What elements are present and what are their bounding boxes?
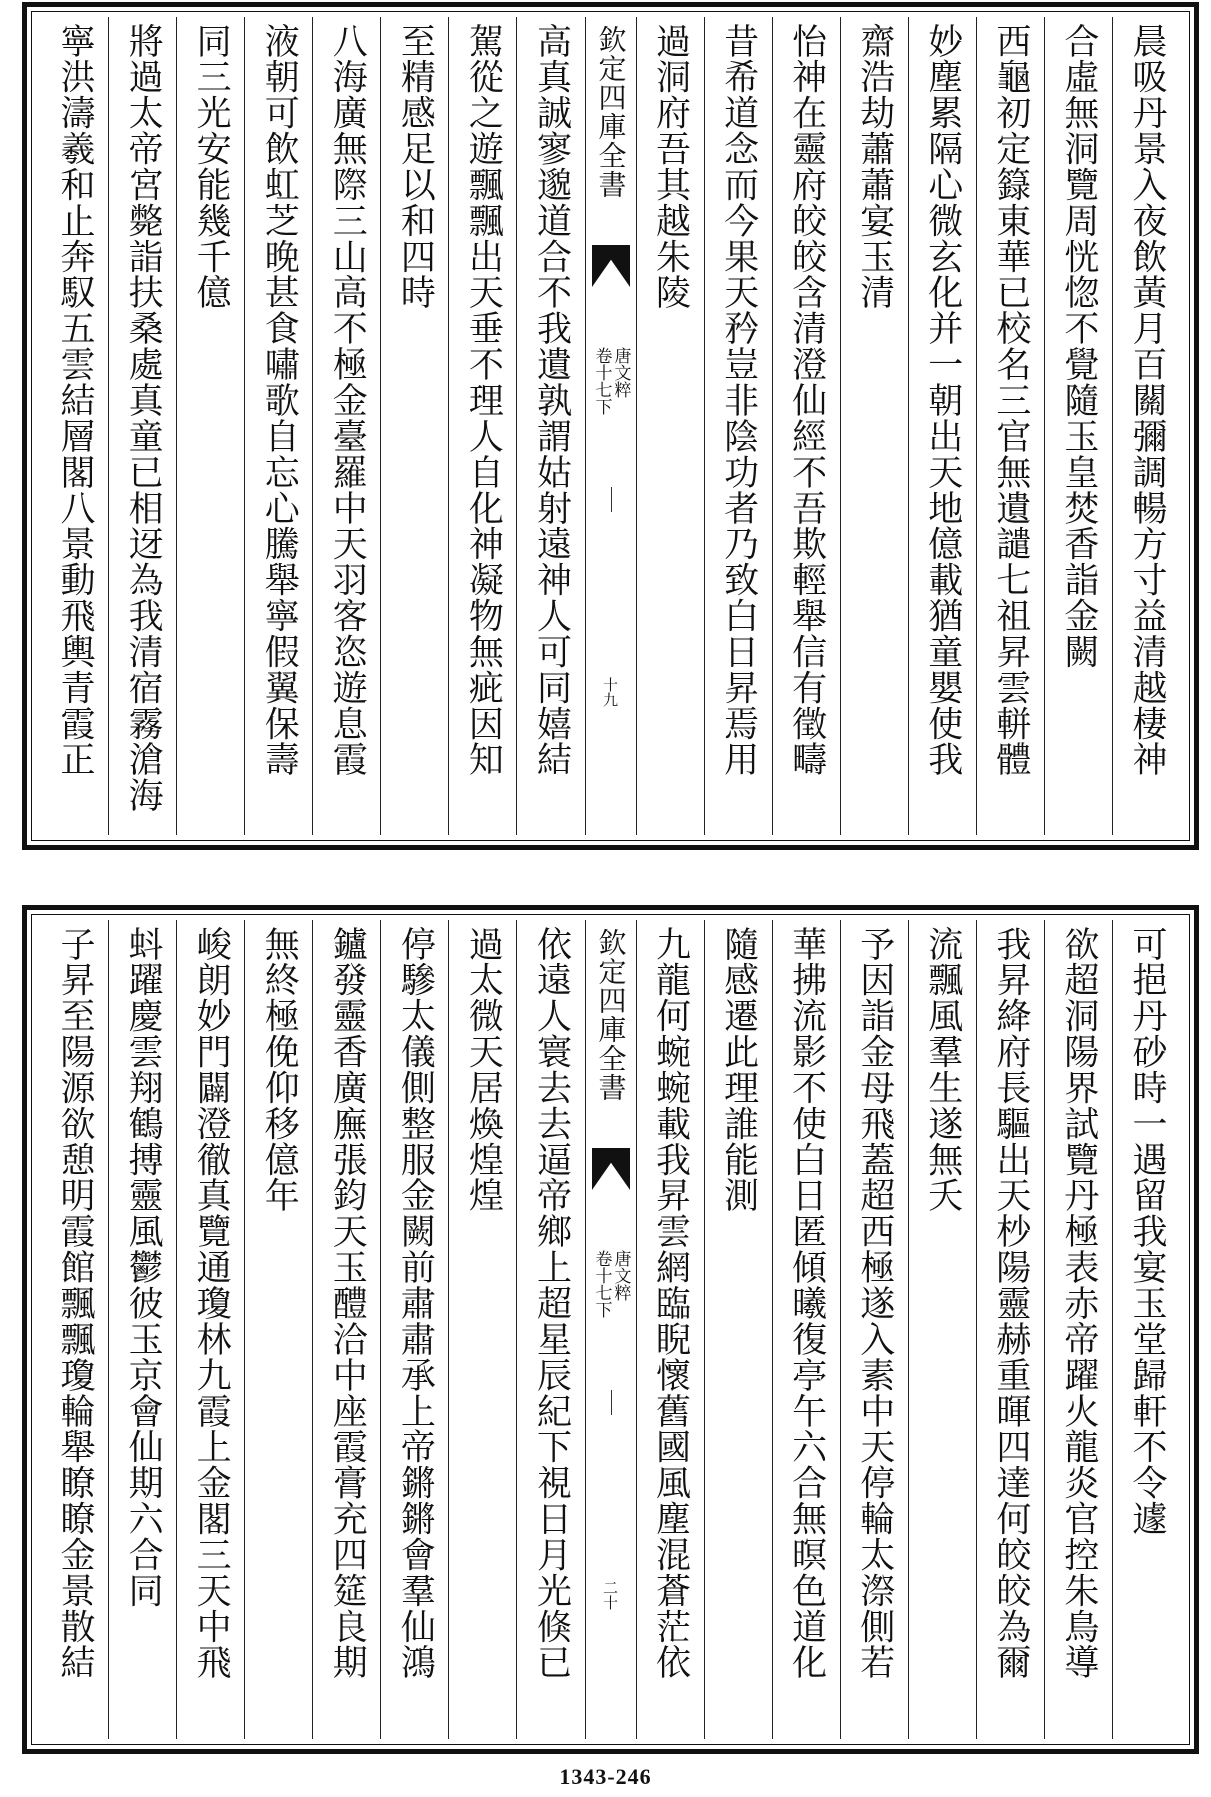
book-title: 唐文粹	[610, 347, 631, 398]
text-column	[1044, 920, 1112, 1739]
text-line: 峻朗妙門闢澄徹真覽通瓊林九霞上金閣三天中飛	[191, 926, 232, 1681]
folio-number: 二十	[601, 1580, 619, 1610]
text-line: 蚪躍慶雲翔鶴搏靈風鬱彼玉京會仙期六合同	[123, 926, 164, 1609]
text-line: 液朝可飲虹芝晚甚食嘯歌自忘心騰舉寧假翼保壽	[259, 23, 300, 778]
text-line: 昔希道念而今果天矜豈非陰功者乃致白日昇焉用	[718, 23, 759, 778]
text-line: 流飄風羣生遂無夭	[922, 926, 963, 1214]
text-line: 隨感遷此理誰能測	[718, 926, 759, 1214]
bottom-page-frame	[22, 905, 1199, 1754]
fishtail-mark-icon	[592, 1148, 630, 1190]
volume-label: 卷十七下	[591, 347, 612, 415]
text-line: 駕從之遊飄飄出天垂不理人自化神凝物無疵因知	[463, 23, 504, 778]
text-line: 晨吸丹景入夜飲黃月百關彌調暢方寸益清越棲神	[1126, 23, 1167, 778]
text-column	[908, 920, 976, 1739]
text-column	[41, 920, 108, 1739]
text-line: 華拂流影不使白日匿傾曦復亭午六合無暝色道化	[786, 926, 827, 1681]
text-line: 九龍何蜿蜿載我昇雲網臨睨懷舊國風塵混蒼茫依	[650, 926, 691, 1681]
text-column	[312, 17, 380, 835]
text-column	[516, 17, 584, 835]
text-column	[908, 17, 976, 835]
text-column	[976, 920, 1044, 1739]
text-column	[176, 920, 244, 1739]
text-line: 高真誠寥邈道合不我遺孰謂姑射遠神人可同嬉結	[531, 23, 572, 778]
divider	[611, 487, 612, 512]
volume-label: 卷十七下	[591, 1250, 612, 1318]
center-strip	[585, 920, 636, 1739]
text-line: 妙塵累隔心微玄化并一朝出天地億載猶童嬰使我	[922, 23, 963, 778]
text-line: 依遠人寰去去逼帝鄉上超星辰紀下視日月光倏已	[531, 926, 572, 1681]
text-column	[704, 17, 772, 835]
center-strip	[585, 17, 636, 835]
text-line: 可挹丹砂時一遇留我宴玉堂歸軒不令遽	[1126, 926, 1167, 1537]
text-line: 齋浩劫蕭蕭宴玉清	[854, 23, 895, 311]
text-line: 無終極俛仰移億年	[259, 926, 300, 1214]
text-column	[41, 17, 108, 835]
library-title: 欽定四庫全書	[594, 928, 628, 1102]
text-line: 過太微天居煥煌煌	[463, 926, 504, 1214]
text-line: 欲超洞陽界試覽丹極表赤帝躍火龍炎官控朱鳥導	[1058, 926, 1099, 1681]
book-meta	[586, 347, 636, 415]
text-line: 怡神在靈府皎皎含清澄仙經不吾欺輕舉信有徵疇	[786, 23, 827, 778]
text-line: 我昇絳府長驅出天杪陽靈赫重暉四達何皎皎為爾	[990, 926, 1031, 1681]
text-column	[108, 17, 176, 835]
text-column	[772, 17, 840, 835]
bottom-page-columns	[41, 920, 1180, 1739]
text-column	[244, 920, 312, 1739]
text-column	[516, 920, 584, 1739]
text-column	[448, 920, 516, 1739]
divider	[611, 1390, 612, 1415]
text-line: 子昇至陽源欲憩明霞館飄飄瓊輪舉瞭瞭金景散結	[55, 926, 96, 1681]
top-page-columns	[41, 17, 1180, 835]
text-column	[840, 920, 908, 1739]
text-line: 西龜初定籙東華已校名三官無遺譴七祖昇雲軿體	[990, 23, 1031, 778]
top-page-frame	[22, 2, 1199, 850]
text-column	[704, 920, 772, 1739]
text-column	[976, 17, 1044, 835]
text-column	[636, 920, 704, 1739]
book-meta	[586, 1250, 636, 1318]
text-line: 鑪發靈香廣廡張鈞天玉醴洽中座霞膏充四筵良期	[327, 926, 368, 1681]
book-title: 唐文粹	[610, 1250, 631, 1301]
text-column	[1044, 17, 1112, 835]
text-column	[1112, 920, 1180, 1739]
text-column	[380, 920, 448, 1739]
page-number: 1343-246	[559, 1764, 652, 1789]
text-column	[448, 17, 516, 835]
text-line: 八海廣無際三山高不極金臺羅中天羽客恣遊息霞	[327, 23, 368, 778]
text-line: 至精感足以和四時	[395, 23, 436, 311]
text-column	[380, 17, 448, 835]
text-line: 過洞府吾其越朱陵	[650, 23, 691, 311]
text-line: 寧洪濤羲和止奔馭五雲結層閣八景動飛輿青霞正	[55, 23, 96, 778]
text-column	[176, 17, 244, 835]
text-line: 合虛無洞覽周恍惚不覺隨玉皇焚香詣金闕	[1058, 23, 1099, 670]
text-column	[636, 17, 704, 835]
text-column	[244, 17, 312, 835]
folio-number: 十九	[601, 677, 619, 707]
text-column	[840, 17, 908, 835]
fishtail-mark-icon	[592, 245, 630, 287]
text-line: 停驂太儀側整服金闕前肅肅承上帝鏘鏘會羣仙鴻	[395, 926, 436, 1681]
text-column	[312, 920, 380, 1739]
text-line: 同三光安能幾千億	[191, 23, 232, 311]
text-column	[772, 920, 840, 1739]
library-title: 欽定四庫全書	[594, 25, 628, 199]
text-line: 將過太帝宮斃詣扶桑處真童已相迓為我清宿霧滄海	[123, 23, 164, 814]
text-line: 予因詣金母飛蓋超西極遂入素中天停輪太漈側若	[854, 926, 895, 1681]
text-column	[108, 920, 176, 1739]
text-column	[1112, 17, 1180, 835]
